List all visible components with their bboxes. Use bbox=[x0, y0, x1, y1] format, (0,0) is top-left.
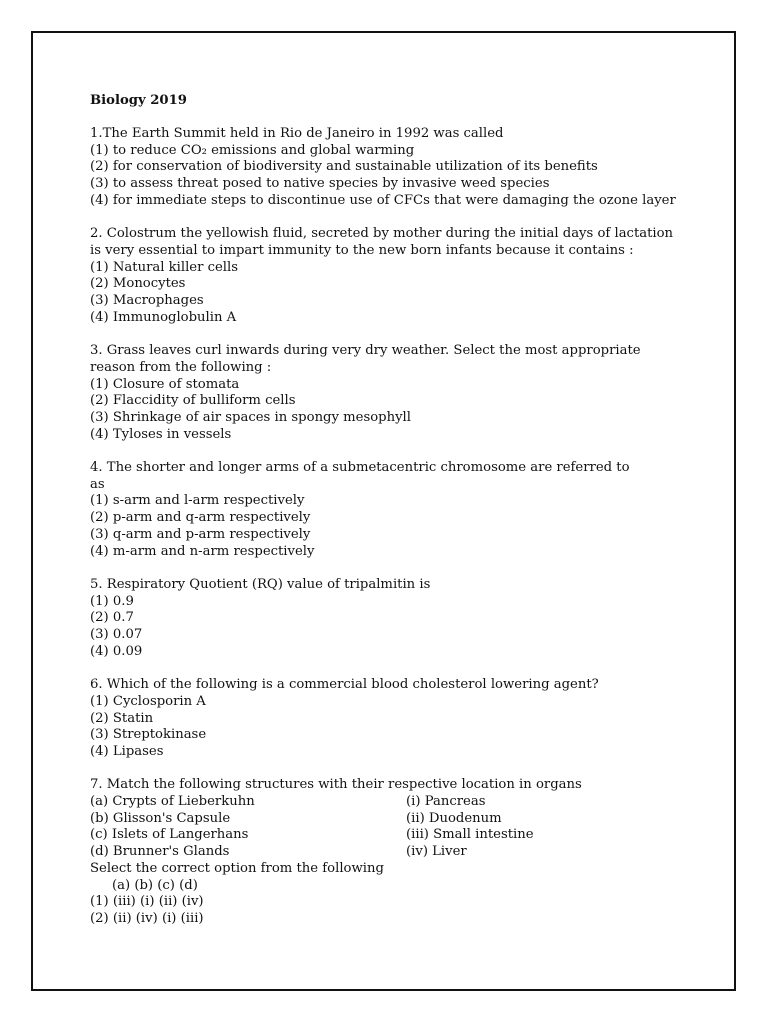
match-right-item: (iv) Liver bbox=[406, 844, 467, 860]
question-stem-continued: is very essential to impart immunity to the new born infants because it contains : bbox=[90, 242, 634, 258]
option-4: (4) Lipases bbox=[90, 743, 164, 759]
option-2: (2) for conservation of biodiversity and sustainable utilization of its benefits bbox=[90, 159, 598, 175]
option-2: (2) (ii) (iv) (i) (iii) bbox=[90, 910, 204, 926]
question-4 bbox=[90, 460, 730, 560]
option-1: (1) 0.9 bbox=[90, 593, 134, 609]
option-4: (4) Immunoglobulin A bbox=[90, 309, 237, 325]
match-row bbox=[90, 844, 730, 861]
option-1: (1) Cyclosporin A bbox=[90, 693, 206, 709]
match-left-item: (a) Crypts of Lieberkuhn bbox=[90, 794, 255, 810]
match-right-item: (iii) Small intestine bbox=[406, 827, 534, 843]
option-2: (2) 0.7 bbox=[90, 610, 134, 626]
option-3: (3) to assess threat posed to native species by invasive weed species bbox=[90, 176, 550, 192]
question-3 bbox=[90, 343, 730, 443]
question-stem: 7. Match the following structures with their respective location in organs bbox=[90, 777, 582, 793]
match-row bbox=[90, 827, 730, 844]
option-4: (4) m-arm and n-arm respectively bbox=[90, 543, 315, 559]
option-2: (2) Statin bbox=[90, 710, 154, 726]
question-stem: 4. The shorter and longer arms of a submetacentric chromosome are referred to bbox=[90, 460, 630, 476]
option-4: (4) for immediate steps to discontinue use of CFCs that were damaging the ozone layer bbox=[90, 192, 676, 208]
match-left-item: (b) Glisson's Capsule bbox=[90, 810, 231, 826]
option-3: (3) Macrophages bbox=[90, 293, 204, 309]
question-stem: 1.The Earth Summit held in Rio de Janeiro in 1992 was called bbox=[90, 126, 504, 141]
question-2 bbox=[90, 226, 730, 326]
option-3: (3) Streptokinase bbox=[90, 727, 207, 743]
option-1: (1) s-arm and l-arm respectively bbox=[90, 493, 305, 509]
match-instruction: Select the correct option from the following bbox=[90, 860, 384, 876]
match-right-item: (ii) Duodenum bbox=[406, 810, 502, 826]
question-stem: 6. Which of the following is a commercial blood cholesterol lowering agent? bbox=[90, 677, 599, 693]
question-1 bbox=[90, 126, 730, 210]
option-4: (4) 0.09 bbox=[90, 643, 143, 659]
option-1: (1) Closure of stomata bbox=[90, 376, 240, 392]
option-1: (1) to reduce CO₂ emissions and global warming bbox=[90, 142, 415, 158]
document-title: Biology 2019 bbox=[90, 93, 187, 108]
option-3: (3) q-arm and p-arm respectively bbox=[90, 526, 311, 542]
question-5 bbox=[90, 577, 730, 661]
question-stem: 3. Grass leaves curl inwards during very dry weather. Select the most appropriate bbox=[90, 343, 641, 359]
option-4: (4) Tyloses in vessels bbox=[90, 426, 232, 442]
question-stem: 5. Respiratory Quotient (RQ) value of tripalmitin is bbox=[90, 576, 431, 592]
document-content bbox=[90, 92, 730, 944]
question-stem-continued: as bbox=[90, 476, 105, 492]
match-row bbox=[90, 794, 730, 811]
question-6 bbox=[90, 677, 730, 761]
match-row bbox=[90, 811, 730, 828]
question-7 bbox=[90, 777, 730, 927]
option-3: (3) Shrinkage of air spaces in spongy mesophyll bbox=[90, 409, 411, 425]
option-1: (1) Natural killer cells bbox=[90, 259, 238, 275]
match-left-item: (c) Islets of Langerhans bbox=[90, 827, 249, 843]
option-2: (2) Flaccidity of bulliform cells bbox=[90, 393, 296, 409]
match-left-item: (d) Brunner's Glands bbox=[90, 844, 230, 860]
option-3: (3) 0.07 bbox=[90, 627, 143, 643]
answer-column-header: (a) (b) (c) (d) bbox=[112, 877, 198, 893]
option-2: (2) Monocytes bbox=[90, 276, 186, 292]
question-stem: 2. Colostrum the yellowish fluid, secreted by mother during the initial days of lactation bbox=[90, 226, 674, 242]
option-1: (1) (iii) (i) (ii) (iv) bbox=[90, 894, 204, 910]
match-right-item: (i) Pancreas bbox=[406, 794, 486, 810]
question-stem-continued: reason from the following : bbox=[90, 359, 272, 375]
option-2: (2) p-arm and q-arm respectively bbox=[90, 510, 311, 526]
